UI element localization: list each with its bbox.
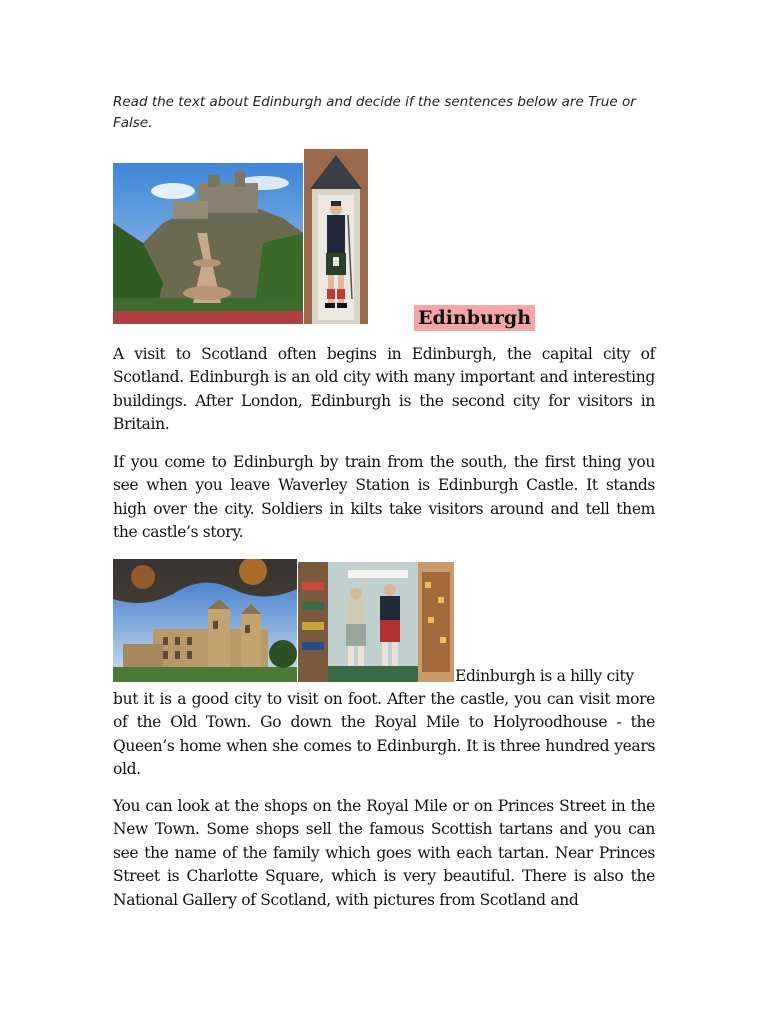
instructions-text: Read the text about Edinburgh and decide if the sentences below are True or False. xyxy=(113,94,636,131)
shop-image xyxy=(298,562,454,682)
paragraph-3 xyxy=(113,688,655,782)
paragraph-1-text: A visit to Scotland often begins in Edinburgh, the capital city of Scotland. Edinburgh is an old city with many important and interesting buildings. After London, Edinburgh is the second city for visitors in Britain. xyxy=(113,345,655,434)
paragraph-3-text: but it is a good city to visit on foot. After the castle, you can visit more of the Old Town. Go down the Royal Mile to Holyroodhouse - the Queen’s home when she comes to Edinburgh. It is three hundred years old. xyxy=(113,690,655,779)
paragraph-3-start: Edinburgh is a hilly city xyxy=(455,667,634,685)
paragraph-2 xyxy=(113,451,655,545)
guard-image xyxy=(304,149,368,324)
paragraph-1 xyxy=(113,343,655,437)
paragraph-2-text: If you come to Edinburgh by train from the south, the first thing you see when you leave Waverley Station is Edinburgh Castle. It stands high over the city. Soldiers in kilts take visitors around and tell them the castle’s story. xyxy=(113,453,655,542)
paragraph-4-text: You can look at the shops on the Royal Mile or on Princes Street in the New Town. Some shops sell the famous Scottish tartans and you can see the name of the family which goes with each tartan. Near Princes Street is Charlotte Square, which is very beautiful. There is also the National Gallery of Scotland, with pictures from Scotland and xyxy=(113,797,655,909)
page-title: Edinburgh xyxy=(414,305,535,331)
palace-image xyxy=(113,559,297,682)
paragraph-4 xyxy=(113,795,655,912)
castle-image xyxy=(113,163,303,324)
